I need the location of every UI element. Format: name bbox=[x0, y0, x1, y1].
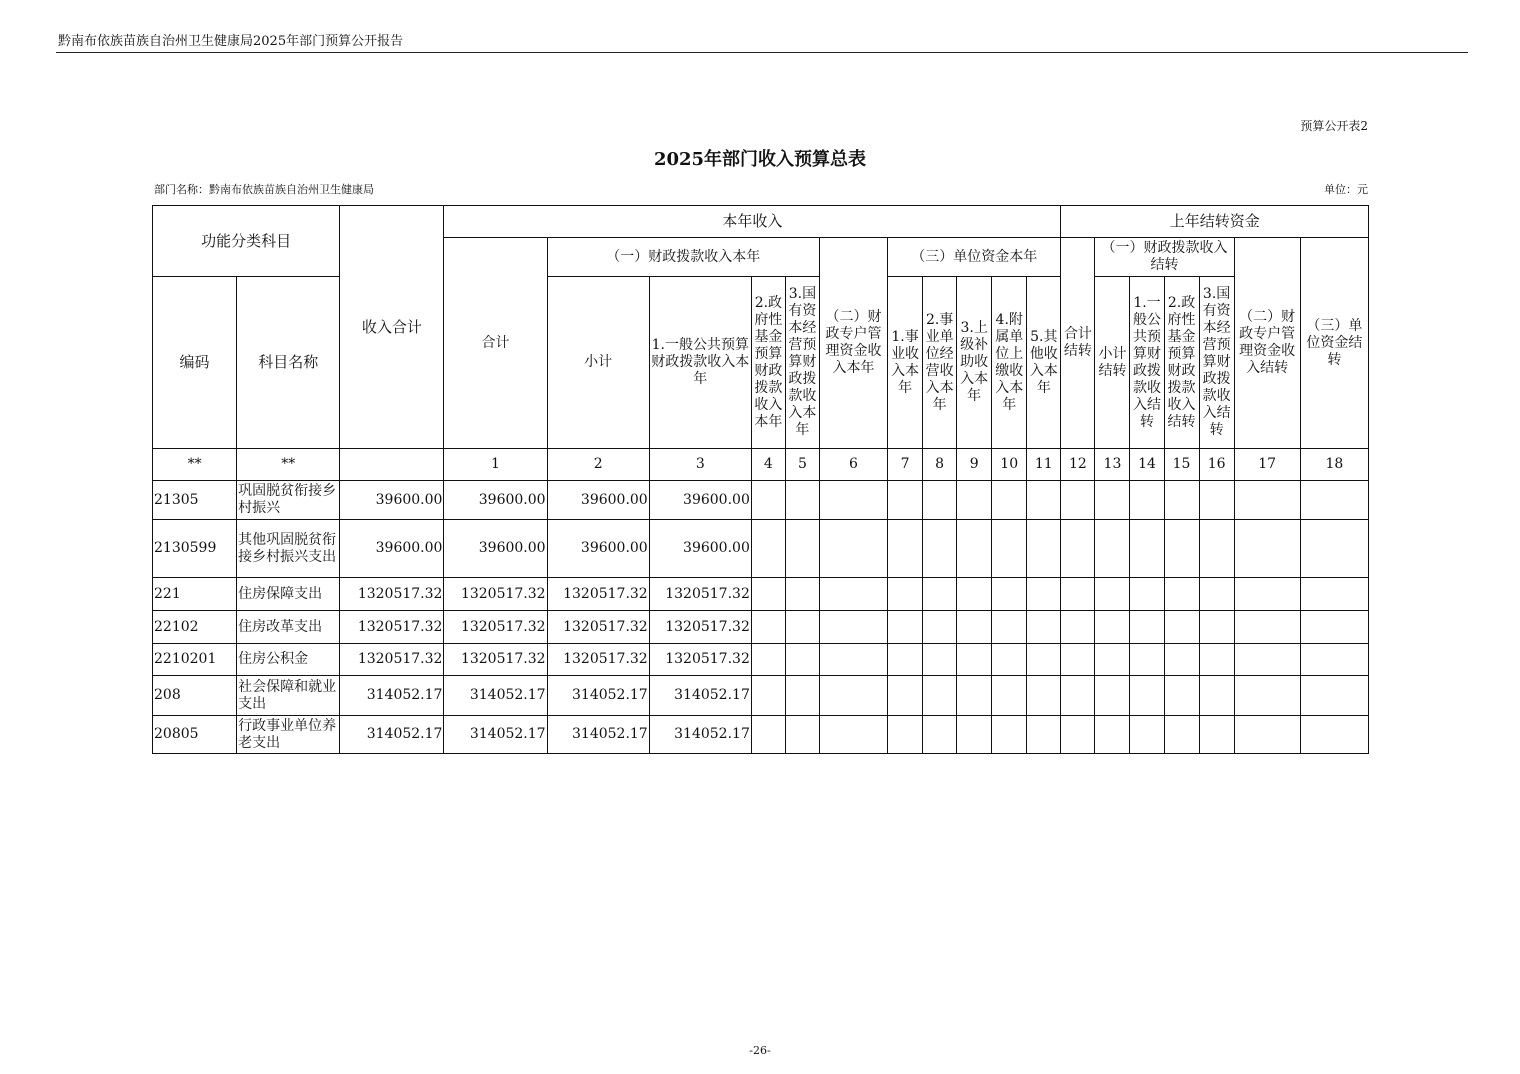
header-function-category: 功能分类科目 bbox=[153, 206, 340, 277]
index-cell: ** bbox=[153, 449, 237, 481]
empty-cell bbox=[992, 520, 1027, 578]
empty-cell bbox=[992, 676, 1027, 716]
header-state-capital: 3.国有资本经营预算财政拨款收入本年 bbox=[785, 277, 819, 449]
general-budget-cell: 1320517.32 bbox=[649, 578, 751, 611]
empty-cell bbox=[1027, 481, 1061, 520]
total-cell: 1320517.32 bbox=[444, 644, 547, 676]
empty-cell bbox=[957, 676, 992, 716]
index-cell: 16 bbox=[1199, 449, 1234, 481]
total-cell: 39600.00 bbox=[444, 481, 547, 520]
empty-cell bbox=[1061, 716, 1095, 754]
subject-name-cell: 住房改革支出 bbox=[237, 611, 340, 644]
table-row bbox=[153, 611, 1369, 644]
total-cell: 1320517.32 bbox=[444, 611, 547, 644]
empty-cell bbox=[923, 644, 957, 676]
header-total-carryover: 合计结转 bbox=[1061, 238, 1095, 449]
header-subject-name: 科目名称 bbox=[237, 277, 340, 449]
empty-cell bbox=[1095, 520, 1130, 578]
header-total: 合计 bbox=[444, 238, 547, 449]
empty-cell bbox=[1027, 644, 1061, 676]
index-cell: 4 bbox=[751, 449, 785, 481]
empty-cell bbox=[1027, 520, 1061, 578]
empty-cell bbox=[957, 578, 992, 611]
table-row bbox=[153, 520, 1369, 578]
empty-cell bbox=[1095, 578, 1130, 611]
index-cell: 11 bbox=[1027, 449, 1061, 481]
empty-cell bbox=[1234, 644, 1300, 676]
empty-cell bbox=[1061, 611, 1095, 644]
empty-cell bbox=[1164, 481, 1199, 520]
column-index-row bbox=[153, 449, 1369, 481]
empty-cell bbox=[923, 520, 957, 578]
table-number: 预算公开表2 bbox=[1300, 119, 1368, 133]
subtotal-cell: 1320517.32 bbox=[547, 644, 649, 676]
total-cell: 39600.00 bbox=[444, 520, 547, 578]
empty-cell bbox=[1199, 676, 1234, 716]
general-budget-cell: 314052.17 bbox=[649, 676, 751, 716]
empty-cell bbox=[1061, 644, 1095, 676]
empty-cell bbox=[1061, 481, 1095, 520]
page-title: 2025年部门收入预算总表 bbox=[653, 149, 867, 170]
empty-cell bbox=[1234, 520, 1300, 578]
header-income-total: 收入合计 bbox=[340, 206, 444, 449]
index-cell: 13 bbox=[1095, 449, 1130, 481]
header-divider bbox=[56, 52, 1468, 53]
empty-cell bbox=[819, 676, 887, 716]
subtotal-cell: 314052.17 bbox=[547, 676, 649, 716]
empty-cell bbox=[1300, 520, 1368, 578]
header-affiliated-remittance: 4.附属单位上缴收入本年 bbox=[992, 277, 1027, 449]
index-cell: 12 bbox=[1061, 449, 1095, 481]
general-budget-cell: 1320517.32 bbox=[649, 644, 751, 676]
subtotal-cell: 39600.00 bbox=[547, 520, 649, 578]
header-government-fund-carryover: 2.政府性基金预算财政拨款收入结转 bbox=[1164, 277, 1199, 449]
empty-cell bbox=[923, 716, 957, 754]
subject-code-cell: 21305 bbox=[153, 481, 237, 520]
subtotal-cell: 314052.17 bbox=[547, 716, 649, 754]
empty-cell bbox=[819, 611, 887, 644]
empty-cell bbox=[751, 644, 785, 676]
subtotal-cell: 39600.00 bbox=[547, 481, 649, 520]
empty-cell bbox=[1300, 676, 1368, 716]
total-cell: 314052.17 bbox=[444, 716, 547, 754]
header-other-income: 5.其他收入本年 bbox=[1027, 277, 1061, 449]
income-total-cell: 1320517.32 bbox=[340, 644, 444, 676]
empty-cell bbox=[1061, 578, 1095, 611]
empty-cell bbox=[1234, 481, 1300, 520]
total-cell: 314052.17 bbox=[444, 676, 547, 716]
empty-cell bbox=[992, 716, 1027, 754]
index-cell: 5 bbox=[785, 449, 819, 481]
subject-code-cell: 2210201 bbox=[153, 644, 237, 676]
income-total-cell: 39600.00 bbox=[340, 520, 444, 578]
empty-cell bbox=[785, 520, 819, 578]
empty-cell bbox=[1061, 676, 1095, 716]
empty-cell bbox=[1234, 611, 1300, 644]
empty-cell bbox=[888, 644, 923, 676]
empty-cell bbox=[1234, 578, 1300, 611]
header-unit-funds-carryover: （三）单位资金结转 bbox=[1300, 238, 1368, 449]
income-total-cell: 314052.17 bbox=[340, 676, 444, 716]
empty-cell bbox=[923, 676, 957, 716]
header-special-account-this-year: （二）财政专户管理资金收入本年 bbox=[819, 238, 887, 449]
empty-cell bbox=[1199, 520, 1234, 578]
index-cell: 18 bbox=[1300, 449, 1368, 481]
empty-cell bbox=[1164, 644, 1199, 676]
empty-cell bbox=[1130, 676, 1164, 716]
index-row bbox=[153, 449, 1369, 481]
subject-code-cell: 20805 bbox=[153, 716, 237, 754]
empty-cell bbox=[1130, 611, 1164, 644]
subtotal-cell: 1320517.32 bbox=[547, 578, 649, 611]
index-cell: 8 bbox=[923, 449, 957, 481]
empty-cell bbox=[1300, 481, 1368, 520]
empty-cell bbox=[785, 578, 819, 611]
empty-cell bbox=[1095, 676, 1130, 716]
index-cell: 15 bbox=[1164, 449, 1199, 481]
empty-cell bbox=[923, 611, 957, 644]
empty-cell bbox=[1130, 644, 1164, 676]
subject-name-cell: 住房保障支出 bbox=[237, 578, 340, 611]
header-last-year-carryover: 上年结转资金 bbox=[1061, 206, 1369, 238]
subject-code-cell: 221 bbox=[153, 578, 237, 611]
empty-cell bbox=[888, 676, 923, 716]
empty-cell bbox=[1234, 676, 1300, 716]
empty-cell bbox=[992, 578, 1027, 611]
empty-cell bbox=[1130, 716, 1164, 754]
empty-cell bbox=[785, 611, 819, 644]
general-budget-cell: 314052.17 bbox=[649, 716, 751, 754]
general-budget-cell: 39600.00 bbox=[649, 481, 751, 520]
header-special-account-carryover: （二）财政专户管理资金收入结转 bbox=[1234, 238, 1300, 449]
department-label: 部门名称：黔南布依族苗族自治州卫生健康局 bbox=[154, 183, 374, 196]
table-row bbox=[153, 716, 1369, 754]
empty-cell bbox=[957, 644, 992, 676]
header-fiscal-appropriation-this-year: （一）财政拨款收入本年 bbox=[547, 238, 819, 277]
empty-cell bbox=[785, 716, 819, 754]
table-row bbox=[153, 644, 1369, 676]
header-this-year-income: 本年收入 bbox=[444, 206, 1061, 238]
index-cell: ** bbox=[237, 449, 340, 481]
subject-name-cell: 巩固脱贫衔接乡村振兴 bbox=[237, 481, 340, 520]
empty-cell bbox=[888, 611, 923, 644]
empty-cell bbox=[1095, 611, 1130, 644]
empty-cell bbox=[1095, 716, 1130, 754]
subject-code-cell: 2130599 bbox=[153, 520, 237, 578]
general-budget-cell: 1320517.32 bbox=[649, 611, 751, 644]
empty-cell bbox=[1300, 578, 1368, 611]
header-operating-income: 2.事业单位经营收入本年 bbox=[923, 277, 957, 449]
income-total-cell: 39600.00 bbox=[340, 481, 444, 520]
income-budget-table bbox=[152, 205, 1369, 754]
income-total-cell: 1320517.32 bbox=[340, 578, 444, 611]
total-cell: 1320517.32 bbox=[444, 578, 547, 611]
empty-cell bbox=[785, 644, 819, 676]
empty-cell bbox=[992, 644, 1027, 676]
empty-cell bbox=[751, 611, 785, 644]
empty-cell bbox=[1199, 481, 1234, 520]
empty-cell bbox=[1130, 520, 1164, 578]
empty-cell bbox=[1095, 644, 1130, 676]
empty-cell bbox=[1164, 578, 1199, 611]
header-fiscal-appropriation-carryover: （一）财政拨款收入结转 bbox=[1095, 238, 1234, 277]
empty-cell bbox=[1234, 716, 1300, 754]
page-number: -26- bbox=[749, 1044, 771, 1057]
empty-cell bbox=[819, 578, 887, 611]
empty-cell bbox=[1164, 716, 1199, 754]
index-cell: 2 bbox=[547, 449, 649, 481]
empty-cell bbox=[1300, 644, 1368, 676]
empty-cell bbox=[1300, 611, 1368, 644]
empty-cell bbox=[1199, 611, 1234, 644]
header-unit-funds-this-year: （三）单位资金本年 bbox=[888, 238, 1061, 277]
subject-code-cell: 22102 bbox=[153, 611, 237, 644]
empty-cell bbox=[819, 481, 887, 520]
index-cell: 6 bbox=[819, 449, 887, 481]
index-cell bbox=[340, 449, 444, 481]
empty-cell bbox=[785, 676, 819, 716]
header-subtotal: 小计 bbox=[547, 277, 649, 449]
header-business-income: 1.事业收入本年 bbox=[888, 277, 923, 449]
table-header bbox=[153, 206, 1369, 449]
general-budget-cell: 39600.00 bbox=[649, 520, 751, 578]
empty-cell bbox=[1199, 716, 1234, 754]
empty-cell bbox=[1199, 578, 1234, 611]
table-body bbox=[153, 481, 1369, 754]
empty-cell bbox=[1027, 716, 1061, 754]
subject-name-cell: 其他巩固脱贫衔接乡村振兴支出 bbox=[237, 520, 340, 578]
header-general-budget-carryover: 1.一般公共预算财政拨款收入结转 bbox=[1130, 277, 1164, 449]
empty-cell bbox=[992, 481, 1027, 520]
index-cell: 9 bbox=[957, 449, 992, 481]
empty-cell bbox=[888, 578, 923, 611]
table-row bbox=[153, 676, 1369, 716]
empty-cell bbox=[1164, 676, 1199, 716]
empty-cell bbox=[1300, 716, 1368, 754]
subject-name-cell: 社会保障和就业支出 bbox=[237, 676, 340, 716]
subject-name-cell: 住房公积金 bbox=[237, 644, 340, 676]
index-cell: 3 bbox=[649, 449, 751, 481]
header-state-capital-carryover: 3.国有资本经营预算财政拨款收入结转 bbox=[1199, 277, 1234, 449]
empty-cell bbox=[1027, 578, 1061, 611]
empty-cell bbox=[1130, 578, 1164, 611]
empty-cell bbox=[888, 481, 923, 520]
empty-cell bbox=[819, 644, 887, 676]
empty-cell bbox=[957, 520, 992, 578]
subject-name-cell: 行政事业单位养老支出 bbox=[237, 716, 340, 754]
income-total-cell: 1320517.32 bbox=[340, 611, 444, 644]
income-total-cell: 314052.17 bbox=[340, 716, 444, 754]
table-row bbox=[153, 578, 1369, 611]
empty-cell bbox=[992, 611, 1027, 644]
empty-cell bbox=[957, 611, 992, 644]
index-cell: 1 bbox=[444, 449, 547, 481]
subtotal-cell: 1320517.32 bbox=[547, 611, 649, 644]
header-government-fund: 2.政府性基金预算财政拨款收入本年 bbox=[751, 277, 785, 449]
empty-cell bbox=[785, 481, 819, 520]
empty-cell bbox=[923, 578, 957, 611]
empty-cell bbox=[888, 716, 923, 754]
subject-code-cell: 208 bbox=[153, 676, 237, 716]
empty-cell bbox=[1164, 611, 1199, 644]
empty-cell bbox=[888, 520, 923, 578]
index-cell: 17 bbox=[1234, 449, 1300, 481]
empty-cell bbox=[751, 578, 785, 611]
header-subtotal-carryover: 小计结转 bbox=[1095, 277, 1130, 449]
empty-cell bbox=[751, 676, 785, 716]
empty-cell bbox=[1061, 520, 1095, 578]
table-row bbox=[153, 481, 1369, 520]
empty-cell bbox=[751, 716, 785, 754]
unit-label: 单位：元 bbox=[1324, 183, 1368, 196]
index-cell: 14 bbox=[1130, 449, 1164, 481]
header-general-budget: 1.一般公共预算财政拨款收入本年 bbox=[649, 277, 751, 449]
empty-cell bbox=[751, 520, 785, 578]
empty-cell bbox=[923, 481, 957, 520]
empty-cell bbox=[1199, 644, 1234, 676]
index-cell: 7 bbox=[888, 449, 923, 481]
empty-cell bbox=[1095, 481, 1130, 520]
index-cell: 10 bbox=[992, 449, 1027, 481]
empty-cell bbox=[819, 716, 887, 754]
empty-cell bbox=[819, 520, 887, 578]
empty-cell bbox=[957, 481, 992, 520]
empty-cell bbox=[1027, 676, 1061, 716]
empty-cell bbox=[1164, 520, 1199, 578]
empty-cell bbox=[1130, 481, 1164, 520]
header-superior-subsidy: 3.上级补助收入本年 bbox=[957, 277, 992, 449]
header-code: 编码 bbox=[153, 277, 237, 449]
empty-cell bbox=[751, 481, 785, 520]
report-header: 黔南布依族苗族自治州卫生健康局2025年部门预算公开报告 bbox=[58, 34, 404, 49]
empty-cell bbox=[957, 716, 992, 754]
empty-cell bbox=[1027, 611, 1061, 644]
